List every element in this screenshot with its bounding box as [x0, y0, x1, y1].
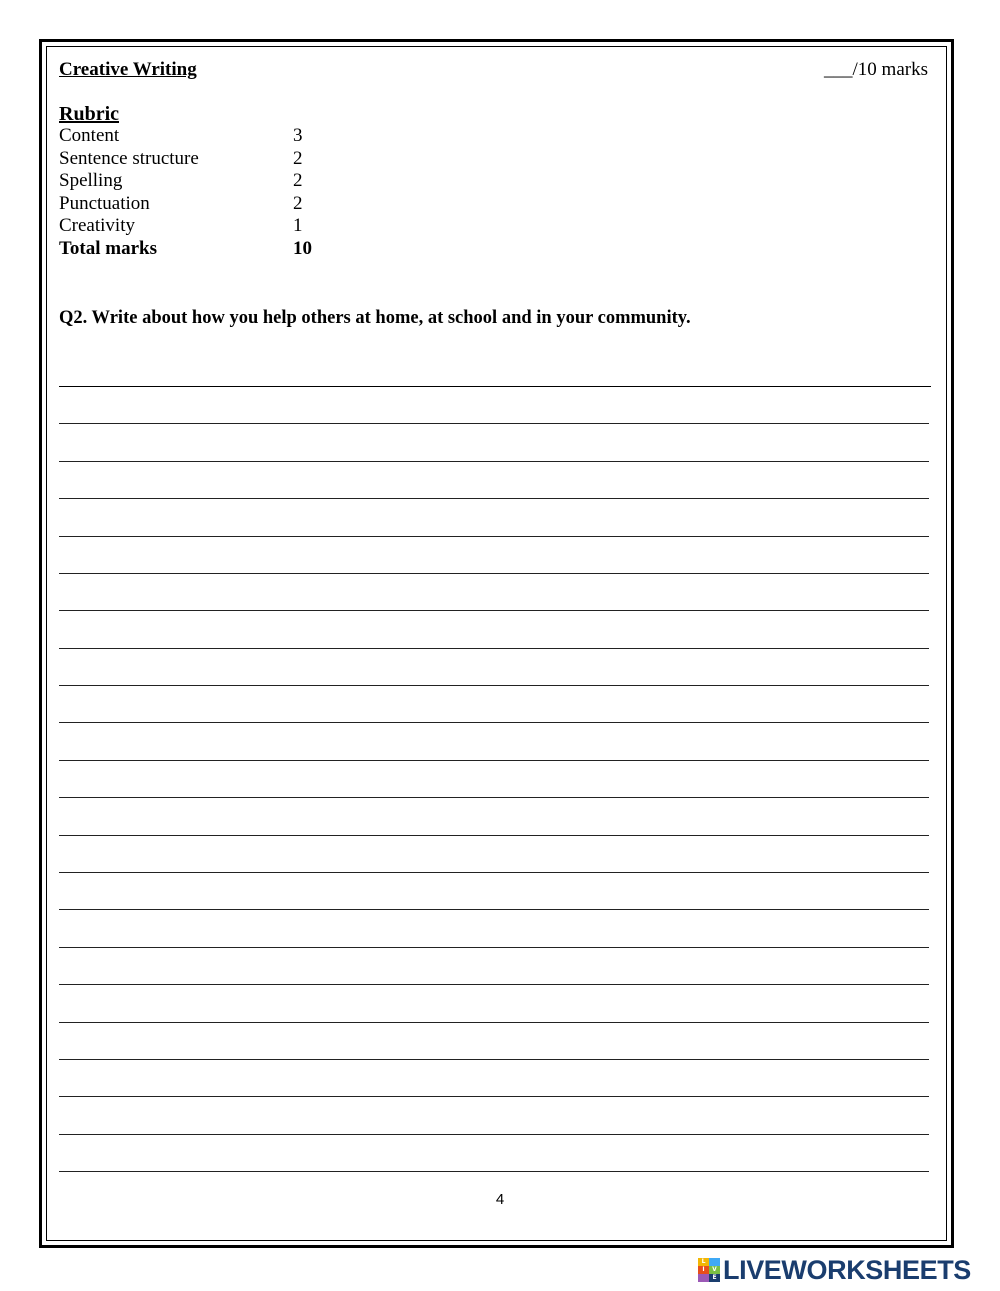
answer-line[interactable] — [59, 984, 929, 985]
section-title: Creative Writing — [59, 59, 197, 80]
page-number: 4 — [495, 1191, 505, 1208]
answer-line[interactable] — [59, 498, 929, 499]
answer-line[interactable] — [59, 1134, 929, 1135]
answer-line[interactable] — [59, 909, 929, 910]
rubric-heading: Rubric — [59, 103, 119, 125]
rubric-points: 1 — [293, 215, 303, 237]
answer-line[interactable] — [59, 536, 929, 537]
answer-line[interactable] — [59, 573, 929, 574]
liveworksheets-branding — [698, 1255, 971, 1285]
rubric-criterion: Sentence structure — [59, 147, 199, 169]
marks-label: /10 marks — [852, 59, 928, 80]
answer-line[interactable] — [59, 1022, 929, 1023]
rubric-total-label: Total marks — [59, 237, 158, 259]
answer-line[interactable] — [59, 648, 929, 649]
answer-line[interactable] — [59, 1096, 929, 1097]
logo-block: L — [698, 1258, 709, 1266]
logo-block: V — [709, 1266, 720, 1274]
rubric-points: 2 — [293, 192, 303, 214]
answer-line[interactable] — [59, 1171, 929, 1172]
rubric-points: 2 — [293, 170, 303, 192]
rubric-points: 2 — [293, 147, 303, 169]
logo-block — [698, 1274, 709, 1282]
brand-text: LIVEWORKSHEETS — [723, 1255, 971, 1285]
answer-line[interactable] — [59, 610, 929, 611]
rubric-total-points: 10 — [293, 237, 312, 259]
answer-line[interactable] — [59, 872, 929, 873]
rubric-criterion: Content — [59, 125, 120, 146]
logo-block: E — [709, 1274, 720, 1282]
rubric-criterion: Punctuation — [59, 192, 150, 214]
answer-line[interactable] — [59, 760, 929, 761]
logo-block: I — [698, 1266, 709, 1274]
answer-line[interactable] — [59, 722, 929, 723]
answer-area[interactable] — [59, 0, 929, 1291]
rubric-criterion: Spelling — [59, 170, 123, 192]
answer-line[interactable] — [59, 947, 929, 948]
answer-line[interactable] — [59, 461, 929, 462]
answer-line[interactable] — [59, 835, 929, 836]
logo-block — [709, 1258, 720, 1266]
answer-line[interactable] — [59, 1059, 929, 1060]
answer-line[interactable] — [59, 423, 929, 424]
answer-line[interactable] — [59, 386, 931, 387]
rubric-points: 3 — [293, 125, 303, 146]
liveworksheets-logo-icon — [698, 1258, 720, 1282]
question-prompt: Q2. Write about how you help others at home, at school and in your community. — [59, 308, 691, 328]
rubric-criterion: Creativity — [59, 215, 135, 237]
answer-line[interactable] — [59, 797, 929, 798]
marks-blank[interactable]: ___ — [824, 59, 853, 80]
answer-line[interactable] — [59, 685, 929, 686]
